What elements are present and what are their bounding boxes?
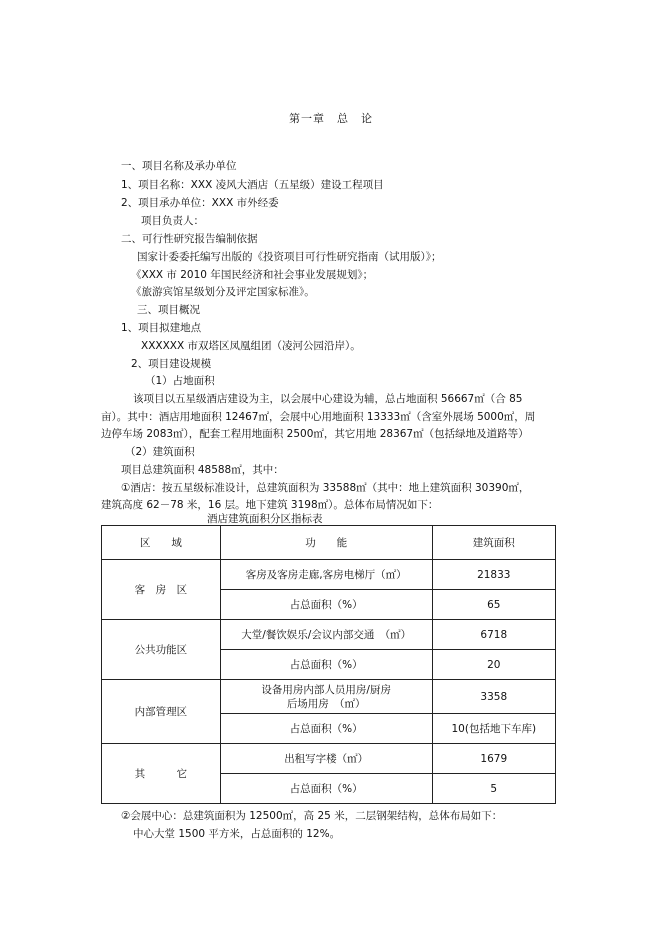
- function-cell: 出租写字楼（㎡）: [220, 744, 432, 774]
- zone-cell: 内部管理区: [102, 680, 221, 744]
- table-caption: 酒店建筑面积分区指标表: [207, 513, 323, 525]
- table-row: [102, 620, 556, 650]
- chapter-title: 第一章 总 论: [289, 112, 373, 125]
- paragraph-line: XXXXXX 市双塔区凤凰组团（凌河公园沿岸）。: [141, 340, 361, 352]
- table-header-cell: 区 域: [102, 526, 221, 560]
- zone-cell: 客 房 区: [102, 560, 221, 620]
- paragraph-line: （1）占地面积: [145, 375, 215, 387]
- area-cell: 3358: [432, 680, 555, 714]
- function-cell: 占总面积（%）: [220, 714, 432, 744]
- paragraph-line: 国家计委委托编写出版的《投资项目可行性研究指南（试用版）》；: [137, 251, 442, 263]
- table-row: [102, 680, 556, 714]
- paragraph-line: 中心大堂 1500 平方米，占总面积的 12%。: [133, 828, 341, 840]
- function-cell: 设备用房内部人员用房/厨房 后场用房 （㎡）: [220, 680, 432, 714]
- zone-cell: 公共功能区: [102, 620, 221, 680]
- function-cell: 客房及客房走廊,客房电梯厅（㎡）: [220, 560, 432, 590]
- table-header-row: [102, 526, 556, 560]
- section-heading: 二、可行性研究报告编制依据: [121, 233, 258, 245]
- paragraph-line: ②会展中心：总建筑面积为 12500㎡，高 25 米，二层钢架结构，总体布局如下：: [121, 810, 503, 822]
- function-cell: 占总面积（%）: [220, 774, 432, 804]
- paragraph-line: （2）建筑面积: [125, 446, 195, 458]
- paragraph-line: 《XXX 市 2010 年国民经济和社会事业发展规划》；: [131, 269, 374, 281]
- section-heading: 三、项目概况: [137, 304, 200, 316]
- paragraph-line: 《旅游宾馆星级划分及评定国家标准》。: [131, 286, 315, 298]
- paragraph-line: 该项目以五星级酒店建设为主，以会展中心建设为辅，总占地面积 56667㎡（合 85: [133, 393, 523, 405]
- paragraph-line: 1、项目名称：XXX 凌风大酒店（五星级）建设工程项目: [121, 179, 384, 191]
- area-cell: 6718: [432, 620, 555, 650]
- area-cell: 21833: [432, 560, 555, 590]
- section-heading: 一、项目名称及承办单位: [121, 160, 237, 172]
- paragraph-line: 建筑高度 62－78 米，16 层。地下建筑 3198㎡）。总体布局情况如下：: [101, 499, 439, 511]
- paragraph-line: 亩）。其中：酒店用地面积 12467㎡，会展中心用地面积 13333㎡（含室外展场 5000㎡，周: [101, 411, 536, 423]
- area-cell: 10(包括地下车库): [432, 714, 555, 744]
- paragraph-line: 1、项目拟建地点: [121, 322, 202, 334]
- paragraph-line: 项目负责人：: [141, 215, 204, 227]
- paragraph-line: 边停车场 2083㎡），配套工程用地面积 2500㎡，其它用地 28367㎡（包括绿地及道路等）: [101, 428, 529, 440]
- function-cell: 占总面积（%）: [220, 650, 432, 680]
- function-cell: 大堂/餐饮娱乐/会议内部交通 （㎡）: [220, 620, 432, 650]
- table-header-cell: 建筑面积: [432, 526, 555, 560]
- table-row: [102, 744, 556, 774]
- building-area-table: [101, 525, 556, 804]
- paragraph-line: 2、项目承办单位：XXX 市外经委: [121, 197, 279, 209]
- table-header-cell: 功 能: [220, 526, 432, 560]
- table-row: [102, 560, 556, 590]
- area-cell: 20: [432, 650, 555, 680]
- area-cell: 65: [432, 590, 555, 620]
- area-cell: 1679: [432, 744, 555, 774]
- paragraph-line: 项目总建筑面积 48588㎡，其中：: [121, 464, 284, 476]
- paragraph-line: ①酒店：按五星级标准设计，总建筑面积为 33588㎡（其中：地上建筑面积 30390㎡，: [121, 482, 530, 494]
- zone-cell: 其 它: [102, 744, 221, 804]
- function-cell: 占总面积（%）: [220, 590, 432, 620]
- area-cell: 5: [432, 774, 555, 804]
- paragraph-line: 2、项目建设规模: [131, 358, 212, 370]
